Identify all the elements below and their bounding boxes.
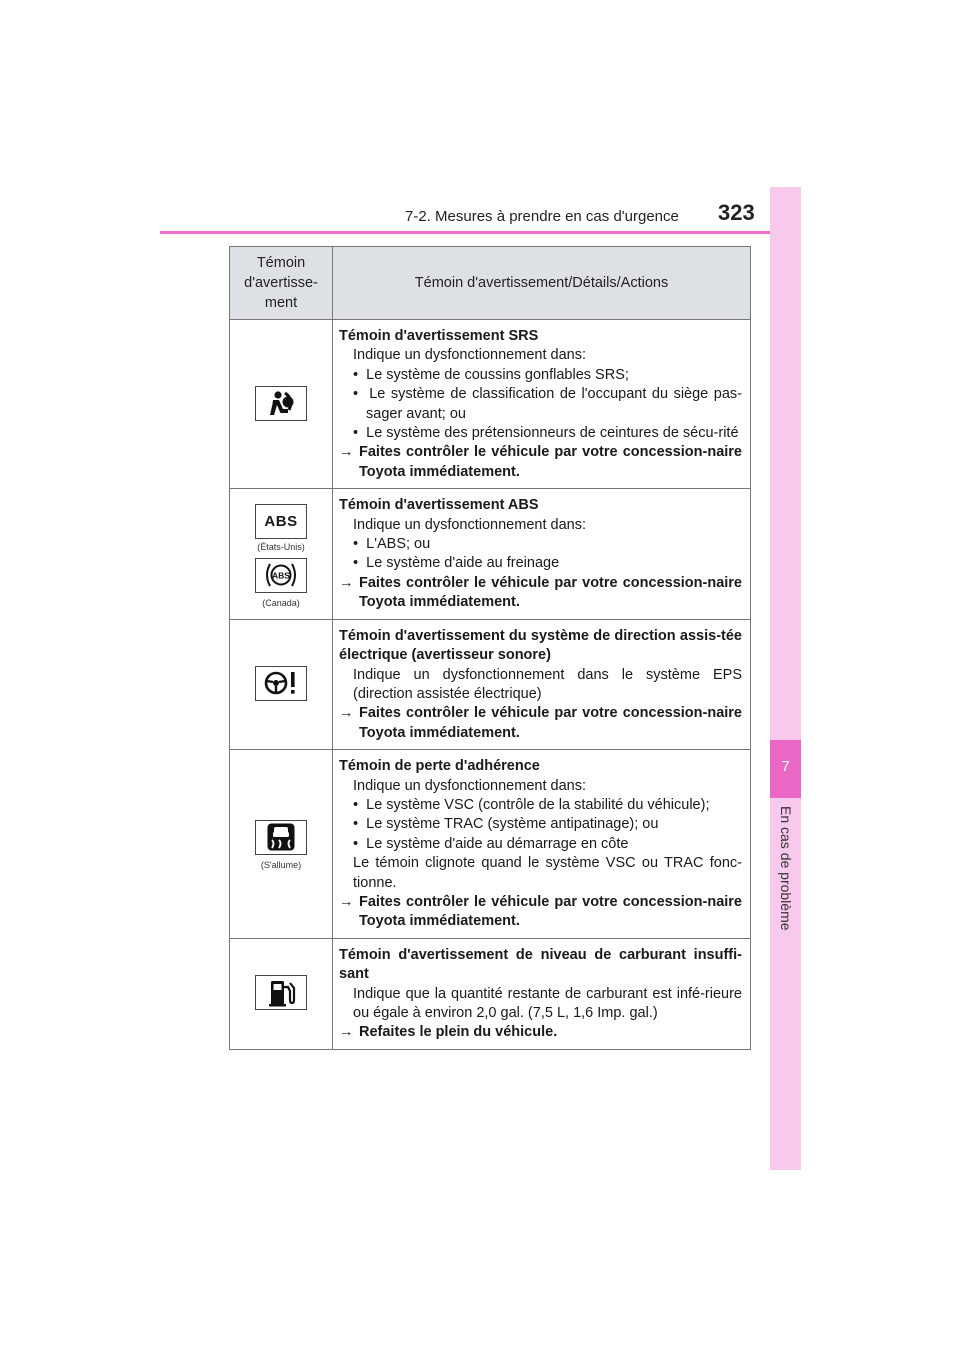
row-action: → Refaites le plein du véhicule.: [339, 1023, 742, 1042]
icon-cell: [230, 489, 333, 619]
icon-caption-canada: (Canada): [262, 598, 300, 609]
row-title: Témoin d'avertissement ABS: [339, 497, 539, 514]
row-action: → Faites contrôler le véhicule par votre concession-naire Toyota immédiatement.: [339, 574, 742, 611]
arrow-icon: →: [339, 1024, 354, 1041]
table-row: [230, 320, 751, 489]
table-header-row: [230, 247, 751, 320]
steering-warning-icon: [255, 666, 307, 701]
details-cell: [333, 938, 751, 1049]
icon-cell: [230, 619, 333, 749]
details-cell: [333, 750, 751, 939]
row-title: Témoin de perte d'adhérence: [339, 758, 540, 775]
list-item: • Le système TRAC (système antipatinage); ou: [353, 816, 659, 833]
column-header-details: Témoin d'avertissement/Détails/Actions: [333, 247, 751, 320]
row-intro: Indique que la quantité restante de carburant est infé-rieure ou égale à environ 2,0 gal. (7,5 L, 1,6 Imp. gal.): [353, 985, 742, 1021]
icon-caption: (S'allume): [260, 860, 302, 871]
list-item: • Le système de classification de l'occupant du siège pas-sager avant; ou: [353, 386, 743, 422]
list-item: • Le système de coussins gonflables SRS;: [353, 366, 629, 383]
chapter-side-tab: [770, 187, 801, 1170]
list-item: • L'ABS; ou: [353, 536, 431, 553]
table-row: [230, 938, 751, 1049]
arrow-icon: →: [339, 444, 354, 461]
header-rule: [160, 231, 800, 234]
slip-indicator-icon: [255, 820, 307, 855]
arrow-icon: →: [339, 893, 354, 910]
section-title: 7-2. Mesures à prendre en cas d'urgence: [405, 208, 679, 225]
warning-lights-table: [229, 246, 751, 1050]
row-intro: Indique un dysfonctionnement dans le système EPS (direction assistée électrique): [353, 666, 742, 702]
icon-cell: [230, 938, 333, 1049]
page-number: 323: [718, 200, 755, 225]
row-action: → Faites contrôler le véhicule par votre concession-naire Toyota immédiatement.: [339, 893, 742, 930]
chapter-number: 7: [781, 758, 790, 775]
list-item: • Le système d'aide au freinage: [353, 555, 560, 572]
details-cell: [333, 489, 751, 619]
icon-cell: [230, 750, 333, 939]
table-row: [230, 489, 751, 619]
column-header-light: Témoin d'avertisse-ment: [230, 247, 333, 320]
row-action: → Faites contrôler le véhicule par votre concession-naire Toyota immédiatement.: [339, 705, 742, 741]
row-intro: Indique un dysfonctionnement dans:: [353, 516, 586, 533]
details-cell: [333, 619, 751, 749]
icon-cell: [230, 320, 333, 489]
abs-icon: ABS: [255, 504, 307, 539]
arrow-icon: →: [339, 574, 354, 591]
list-item: • Le système des prétensionneurs de ceintures de sécu-rité: [353, 425, 739, 442]
row-title: Témoin d'avertissement du système de direction assis-tée électrique (avertisseur sonore): [339, 627, 742, 664]
row-title: Témoin d'avertissement SRS: [339, 328, 539, 344]
icon-caption-us: (États-Unis): [257, 541, 305, 552]
details-cell: [333, 320, 751, 489]
list-item: • Le système VSC (contrôle de la stabilité du véhicule);: [353, 796, 710, 813]
chapter-label: En cas de problème: [778, 806, 794, 931]
row-intro: Indique un dysfonctionnement dans:: [353, 777, 586, 794]
airbag-icon: [255, 386, 307, 421]
table-row: [230, 619, 751, 749]
fuel-pump-icon: [255, 975, 307, 1010]
row-title: Témoin d'avertissement de niveau de carburant insuffi-sant: [339, 946, 742, 983]
list-item: • Le système d'aide au démarrage en côte: [353, 835, 629, 852]
row-intro: Indique un dysfonctionnement dans:: [353, 347, 586, 364]
svg-text:ABS: ABS: [272, 570, 290, 581]
arrow-icon: →: [339, 705, 354, 722]
row-action: → Faites contrôler le véhicule par votre concession-naire Toyota immédiatement.: [339, 444, 742, 480]
abs-circle-icon: [255, 558, 307, 593]
table-row: [230, 750, 751, 939]
row-note: Le témoin clignote quand le système VSC ou TRAC fonc-tionne.: [353, 855, 742, 891]
